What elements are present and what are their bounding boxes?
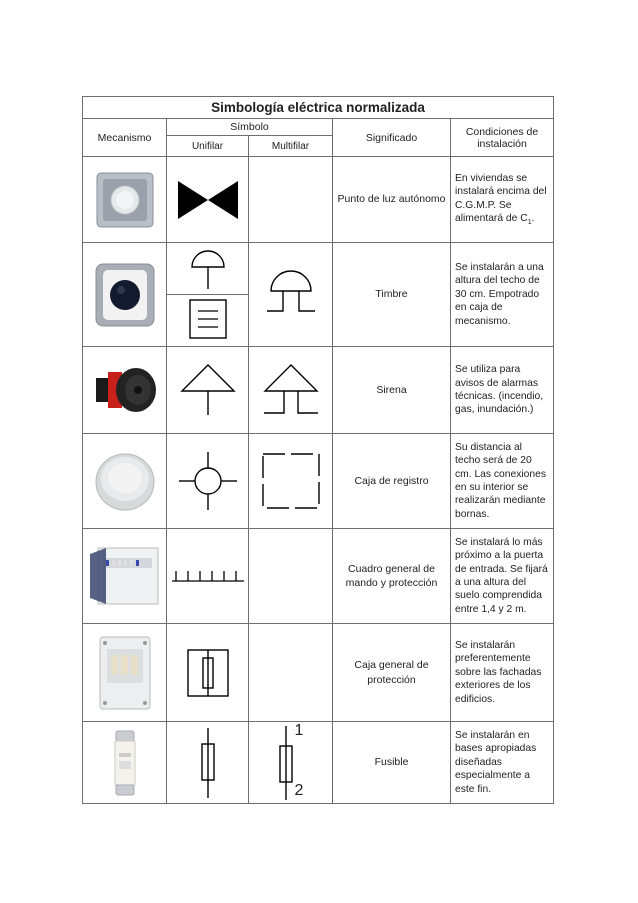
panel-symbol: [170, 563, 246, 589]
protection-box-icon: [97, 635, 153, 711]
terminal-label-1: 1: [294, 721, 304, 739]
condiciones-cell: Se instalará lo más próximo a la puerta de entrada. Se fijará a una altura del suelo comprendida entre 1,4 y 2 m.: [451, 529, 554, 624]
multifilar-cell: [249, 347, 333, 434]
terminal-label-2: 2: [294, 781, 304, 799]
mechanism-cell: [83, 347, 167, 434]
bell-multifilar-symbol: [261, 267, 321, 323]
header-significado: Significado: [333, 119, 451, 157]
multifilar-cell: [249, 624, 333, 722]
header-condiciones: Condiciones de instalación: [451, 119, 554, 157]
unifilar-cell: [167, 157, 249, 243]
protection-box-symbol: [184, 644, 232, 702]
mechanism-cell: [83, 243, 167, 347]
table-row: [83, 722, 554, 804]
table-row: [83, 624, 554, 722]
unifilar-cell: [167, 347, 249, 434]
siren-symbol: [178, 361, 238, 419]
condiciones-cell: Se instalarán preferentemente sobre las fachadas exteriores de los edificios.: [451, 624, 554, 722]
mechanism-cell: [83, 529, 167, 624]
junction-box-symbol: [175, 448, 241, 514]
table-title: Simbología eléctrica normalizada: [83, 97, 554, 119]
bell-symbol: [188, 243, 228, 293]
unifilar-cell: [167, 434, 249, 529]
header-simbolo: Símbolo: [167, 119, 333, 136]
condiciones-cell: Se utiliza para avisos de alarmas técnicas. (incendio, gas, inundación.): [451, 347, 554, 434]
unifilar-cell: [167, 624, 249, 722]
table-row: [83, 434, 554, 529]
unifilar-cell: [167, 722, 249, 804]
condiciones-cell: Se instalarán en bases apropiadas diseñadas especialmente a este fin.: [451, 722, 554, 804]
significado-cell: Cuadro general de mando y protección: [333, 529, 451, 624]
multifilar-cell: [249, 434, 333, 529]
table-row: [83, 347, 554, 434]
significado-cell: Caja general de protección: [333, 624, 451, 722]
significado-cell: Punto de luz autónomo: [333, 157, 451, 243]
table-row: [83, 157, 554, 243]
mechanism-cell: [83, 157, 167, 243]
junction-box-multifilar-symbol: [259, 450, 323, 512]
bell-box-symbol: [186, 295, 230, 345]
siren-icon: [92, 364, 158, 416]
junction-box-icon: [93, 450, 157, 512]
mechanism-cell: [83, 722, 167, 804]
significado-cell: Timbre: [333, 243, 451, 347]
multifilar-cell: [249, 157, 333, 243]
condiciones-cell: Se instalarán a una altura del techo de 30 cm. Empotrado en caja de mecanismo.: [451, 243, 554, 347]
siren-multifilar-symbol: [260, 361, 322, 419]
condiciones-text-end: .: [531, 212, 535, 224]
light-fixture-icon: [95, 171, 155, 229]
symbol-table: [82, 96, 553, 804]
multifilar-cell: [249, 243, 333, 347]
doorbell-button-icon: [94, 262, 156, 328]
mechanism-cell: [83, 624, 167, 722]
distribution-panel-icon: [88, 544, 162, 608]
header-multifilar: Multifilar: [249, 136, 333, 157]
bowtie-light-symbol: [176, 177, 240, 223]
unifilar-bottom: [167, 295, 248, 346]
condiciones-text: En viviendas se instalará encima del C.G.M.P. Se alimentará de C: [455, 172, 547, 224]
condiciones-subscript: 1: [527, 219, 532, 227]
unifilar-cell: [167, 243, 249, 347]
table-row: [83, 529, 554, 624]
unifilar-top: [167, 243, 248, 295]
fuse-multifilar: [271, 721, 311, 802]
significado-cell: Sirena: [333, 347, 451, 434]
condiciones-cell: Su distancia al techo será de 20 cm. Las conexiones en su interior se realizarán mediante bornas.: [451, 434, 554, 529]
fuse-cartridge-icon: [110, 729, 140, 797]
header-mecanismo: Mecanismo: [83, 119, 167, 157]
unifilar-cell: [167, 529, 249, 624]
multifilar-cell: [249, 529, 333, 624]
fuse-symbol: [193, 726, 223, 800]
significado-cell: Fusible: [333, 722, 451, 804]
condiciones-cell: [451, 157, 554, 243]
significado-cell: Caja de registro: [333, 434, 451, 529]
multifilar-cell: [249, 722, 333, 804]
table-row: [83, 243, 554, 347]
mechanism-cell: [83, 434, 167, 529]
header-unifilar: Unifilar: [167, 136, 249, 157]
